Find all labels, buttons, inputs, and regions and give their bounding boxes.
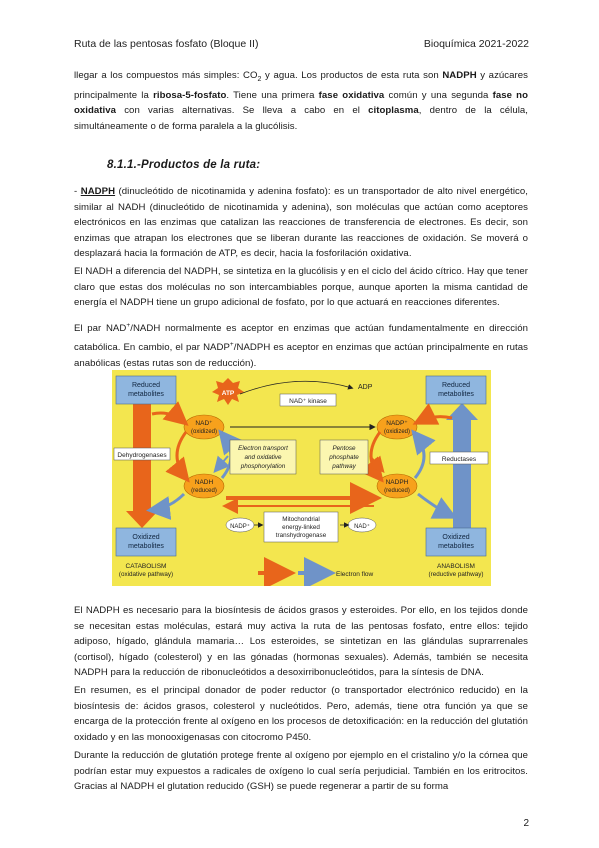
- svg-text:NAD⁺: NAD⁺: [354, 524, 370, 530]
- nadph-term: NADPH: [80, 186, 116, 197]
- svg-text:phosphorylation: phosphorylation: [240, 463, 286, 470]
- svg-text:NADH: NADH: [194, 479, 214, 486]
- oxidized-metabolites-left: [116, 528, 176, 556]
- svg-text:Electron transport: Electron transport: [238, 445, 288, 452]
- svg-text:Mitochondrial: Mitochondrial: [282, 516, 320, 523]
- svg-text:Oxidized: Oxidized: [132, 534, 160, 541]
- svg-text:(oxidized): (oxidized): [190, 429, 218, 435]
- nadph-paragraph: - NADPH (dinucleótido de nicotinamida y adenina fosfato): es un transportador de alto nivel energético, similar al NADH (dinucleótido de nicotinamida y adenina), son moléculas que actúan como aceptores electrónicos en las enzimas que catalizan las reacciones de transferencia de electrones. Es decir, son enzimas que atrapan los electrones que se liberan durante las reacciones de oxidación. Se moverá o desplazará hacia la formación de ATP, es decir, hacia la fosforilación oxidativa.: [74, 186, 528, 260]
- svg-text:Dehydrogenases: Dehydrogenases: [117, 452, 167, 459]
- svg-text:CATABOLISM: CATABOLISM: [125, 563, 167, 570]
- running-header-course: Bioquímica 2021-2022: [423, 38, 529, 50]
- nad-kinase-box: [280, 394, 336, 406]
- svg-text:(oxidative pathway): (oxidative pathway): [118, 571, 174, 578]
- dehydrogenases-label: [114, 448, 170, 460]
- svg-text:(reductive pathway): (reductive pathway): [428, 571, 484, 578]
- reductases-label: [430, 452, 488, 464]
- nadp-small-ellipse: [226, 518, 254, 532]
- section-title: 8.1.1.-Productos de la ruta:: [107, 159, 261, 171]
- svg-text:Oxidized: Oxidized: [442, 534, 470, 541]
- transhydrogenase-box: [264, 512, 338, 542]
- reduced-metabolites-left: [116, 376, 176, 404]
- nadph-reduced-ellipse: [377, 474, 417, 498]
- glutathione-paragraph: Durante la reducción de glutatión protege frente al oxígeno por ejemplo en el cristalino y/o la córnea que podrían estar muy expuestos a radicales de oxígeno lo cual sería perjudicial. También en los eritrocitos. Gracias al NADPH el glutation reducido (GSH) se puede regenerar a partir de su forma: [74, 750, 528, 793]
- redox-pair-paragraph: El par NAD+/NADH normalmente es aceptor en enzimas que actúan fundamentalmente en dirección catabólica. En cambio, el par NADP+/NADPH es aceptor en enzimas que actúan principalmente en rutas anabólicas (estas rutas son de reducción).: [74, 322, 528, 369]
- svg-text:Pentose: Pentose: [332, 445, 356, 452]
- svg-text:Reduced: Reduced: [131, 382, 161, 389]
- svg-text:and oxidative: and oxidative: [244, 454, 282, 461]
- svg-text:pathway: pathway: [332, 463, 356, 470]
- nadh-reduced-ellipse: [184, 474, 224, 498]
- svg-text:metabolites: metabolites: [128, 391, 164, 398]
- svg-text:transhydrogenase: transhydrogenase: [275, 532, 327, 539]
- svg-text:NADPH: NADPH: [385, 479, 409, 486]
- svg-text:NADP⁺: NADP⁺: [230, 524, 250, 530]
- svg-text:(reduced): (reduced): [191, 488, 217, 494]
- reduced-metabolites-right: [426, 376, 486, 404]
- nad-oxidized-ellipse: [184, 415, 224, 439]
- svg-text:ANABOLISM: ANABOLISM: [437, 563, 475, 570]
- nad-small-ellipse: [348, 518, 376, 532]
- svg-text:phosphate: phosphate: [329, 454, 359, 461]
- adp-label: ADP: [358, 384, 373, 391]
- biosynthesis-paragraph: El NADPH es necesario para la biosíntesis de ácidos grasos y esteroides. Por ello, en los tejidos donde se necesitan estas moléculas, estará muy activa la ruta de las pentosas fosfato, entre ellos: tejido adiposo, hígado, glándula mamaria… Los esteroides, se sintetizan en las glándulas suprarrenales (cortisol), hígado (colesterol) y en las gónadas (hormonas sexuales). Además, también se necesita NADPH para la reducción de ribonucleótidos a desoxirribonucleótidos, para la síntesis de DNA.: [74, 605, 528, 679]
- svg-text:NAD⁺ kinase: NAD⁺ kinase: [289, 398, 327, 405]
- svg-text:NADP⁺: NADP⁺: [386, 420, 408, 427]
- oxidized-metabolites-right: [426, 528, 486, 556]
- svg-text:metabolites: metabolites: [128, 543, 164, 550]
- svg-text:(reduced): (reduced): [384, 488, 410, 494]
- page-number: 2: [523, 818, 529, 829]
- summary-paragraph: En resumen, es el principal donador de poder reductor (o transportador electrónico reducido) en la biosíntesis de: ácidos grasos, colesterol y nucleótidos. Pero, además, tiene otra función ya que se encarga de la protección frente al oxígeno en los procesos de detoxificación: en la reducción del glutatión oxidado y en las monooxigenasas con citocromo P450.: [74, 685, 528, 743]
- electron-transport-box: [230, 440, 296, 474]
- nad-nadp-metabolism-diagram: [112, 370, 491, 586]
- svg-text:metabolites: metabolites: [438, 543, 474, 550]
- svg-text:Reduced: Reduced: [441, 382, 471, 389]
- intro-paragraph: llegar a los compuestos más simples: $CO_2$ y agua. Los productos de esta ruta son NADPH y azúcares principalmente la ribosa-5-fosfato. Tiene una primera fase oxidativa común y una segunda fase no oxidativa con varias alternativas. Se lleva a cabo en el citoplasma, dentro de la célula, simultáneamente o de forma paralela a la glucólisis.: [74, 70, 529, 132]
- svg-text:(oxidized): (oxidized): [383, 429, 411, 435]
- running-header-title: Ruta de las pentosas fosfato (Bloque II): [74, 38, 259, 50]
- nadp-oxidized-ellipse: [377, 415, 417, 439]
- svg-text:NAD⁺: NAD⁺: [195, 420, 213, 427]
- svg-text:Electron flow: Electron flow: [336, 571, 374, 578]
- svg-text:metabolites: metabolites: [438, 391, 474, 398]
- svg-text:Reductases: Reductases: [441, 456, 477, 463]
- pentose-pathway-box: [320, 440, 368, 474]
- nadh-difference-paragraph: El NADH a diferencia del NADPH, se sintetiza en la glucólisis y en el ciclo del ácido cítrico. Hay que tener claro que estas dos moléculas no son intercambiables porque, aunque aporten la misma cantidad de energía el NADPH tiene un grupo adicional de fosfato, por lo que actuará en reacciones diferentes.: [74, 266, 528, 309]
- catabolism-label: [119, 563, 173, 578]
- svg-text:ATP: ATP: [221, 390, 235, 397]
- svg-text:energy-linked: energy-linked: [282, 524, 320, 531]
